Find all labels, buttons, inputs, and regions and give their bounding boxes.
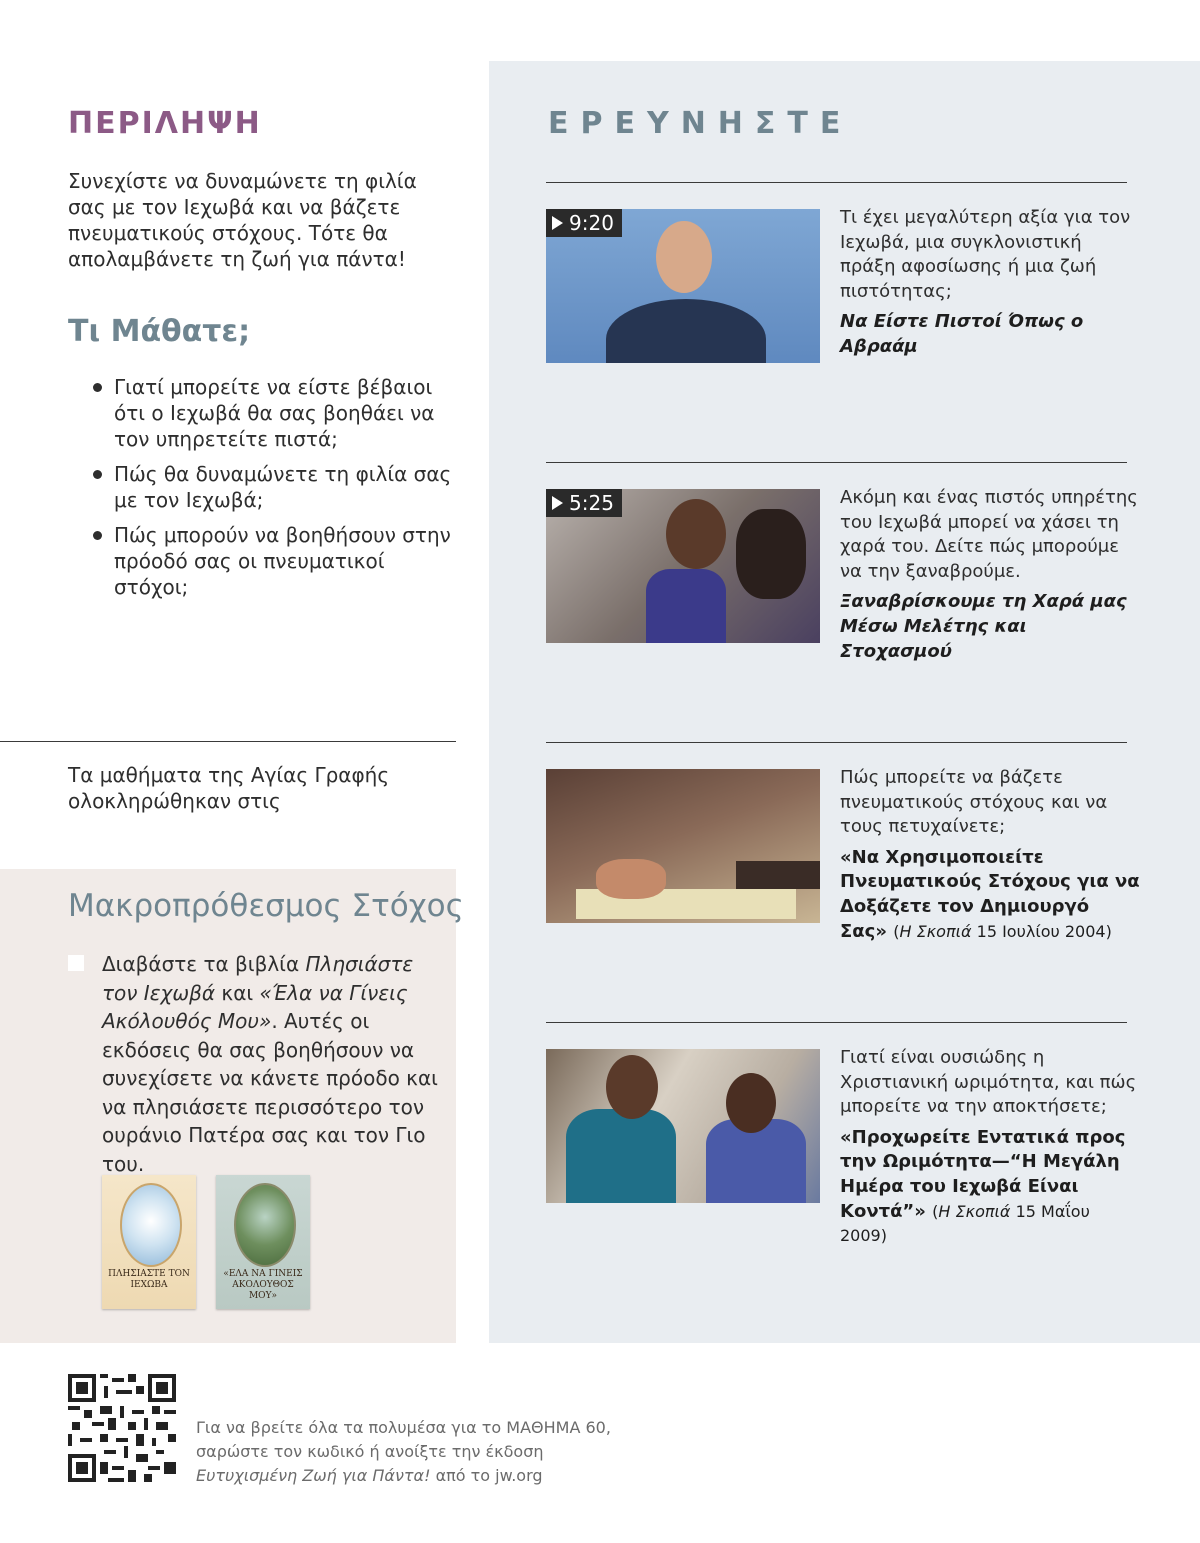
explore-title[interactable]: Ξαναβρίσκουμε τη Χαρά μας Μέσω Μελέτης και Στοχασμού [840,591,1127,662]
summary-heading: ΠΕΡΙΛΗΨΗ [68,106,262,141]
explore-heading: ΕΡΕΥΝΗΣΤΕ [548,106,853,141]
footer-line: από το jw.org [430,1466,543,1485]
person-figure [646,569,726,643]
explore-item [840,486,1140,664]
speaker-head [656,221,712,293]
divider [546,462,1127,463]
goal-text-mid: και [215,980,260,1005]
source-date: 15 Ιουλίου 2004 [976,921,1106,941]
article-image [546,1049,820,1203]
explore-question: Πώς μπορείτε να βάζετε πνευματικούς στόχους και να τους πετυχαίνετε; [840,767,1108,838]
explore-item [840,1046,1140,1249]
explore-item [840,206,1140,360]
qr-code-icon[interactable] [68,1374,176,1482]
explore-source: (Η Σκοπιά 15 Ιουλίου 2004) [893,921,1112,941]
person-head [606,1055,658,1119]
goal-text [102,950,442,1178]
footer-publication: Ευτυχισμένη Ζωή για Πάντα! [196,1466,431,1485]
explore-question: Ακόμη και ένας πιστός υπηρέτης του Ιεχωβά μπορεί να χάσει τη χαρά του. Δείτε πώς μπορούμε να την ξαναβρούμε. [840,487,1138,582]
book-cover-follow-me[interactable] [216,1175,310,1309]
goal-text-suffix: . Αυτές οι εκδόσεις θα σας βοηθήσουν να συνεχίσετε να κάνετε πρόοδο και να πλησιάσετε περισσότερο τον ουράνιο Πατέρα σας και τον Γιο του. [102,1009,438,1176]
goal-text-prefix: Διαβάστε τα βιβλία [102,952,306,976]
explore-title[interactable]: «Προχωρείτε Εντατικά προς την Ωριμότητα—“Η Μεγάλη Ημέρα του Ιεχωβά Είναι Κοντά”» [840,1126,1126,1222]
explore-item [840,766,1140,944]
duration-text: 9:20 [569,211,614,235]
book-cover-art [234,1183,296,1267]
explore-question: Γιατί είναι ουσιώδης η Χριστιανική ωριμότητα, και πώς μπορείτε να την αποκτήσετε; [840,1047,1137,1118]
explore-title[interactable]: «Να Χρησιμοποιείτε Πνευματικούς Στόχους για να Δοξάζετε τον Δημιουργό Σας» [840,846,1140,942]
book [736,861,820,889]
person-head [726,1073,776,1133]
book2-link[interactable]: «Έλα να Γίνεις Ακόλουθός Μου» [102,980,408,1033]
speaker-figure [606,299,766,363]
explore-title-link[interactable] [840,846,1140,944]
video-thumbnail[interactable] [546,209,820,363]
footer-line: σαρώστε τον κωδικό ή ανοίξτε την έκδοση [196,1442,544,1461]
video-duration [546,209,622,237]
explore-title-link[interactable] [840,310,1140,359]
source-date: 15 Μαΐου 2009 [840,1201,1090,1246]
hand [596,859,666,899]
video-thumbnail[interactable] [546,489,820,643]
duration-text: 5:25 [569,491,614,515]
person-figure [666,499,726,569]
explore-source: (Η Σκοπιά 15 Μαΐου 2009) [840,1201,1090,1246]
footer-text [196,1416,636,1488]
source-publication: Η Σκοπιά [899,921,972,941]
divider [546,182,1127,183]
footer-line: Για να βρείτε όλα τα πολυμέσα για το ΜΑΘΗΜΑ 60, [196,1418,611,1437]
divider [546,742,1127,743]
goal-checkbox[interactable] [68,955,84,971]
completed-date-label: Τα μαθήματα της Αγίας Γραφής ολοκληρώθηκαν στις [68,763,390,813]
explore-title[interactable]: Να Είστε Πιστοί Όπως ο Αβραάμ [840,311,1084,357]
video-duration [546,489,622,517]
person-figure [736,509,806,599]
goal-heading: Μακροπρόθεσμος Στόχος [68,888,464,924]
explore-title-link[interactable] [840,1126,1140,1249]
learned-item: Πώς μπορούν να βοηθήσουν στην πρόοδό σας οι πνευματικοί στόχοι; [90,522,460,600]
summary-text: Συνεχίστε να δυναμώνετε τη φιλία σας με τον Ιεχωβά και να βάζετε πνευματικούς στόχους. Τότε θα απολαμβάνετε τη ζωή για πάντα! [68,169,417,271]
learned-item: Γιατί μπορείτε να είστε βέβαιοι ότι ο Ιεχωβά θα σας βοηθάει να τον υπηρετείτε πιστά; [90,374,460,452]
book-cover-art [120,1183,182,1267]
learned-list [90,374,460,609]
play-icon [552,216,563,230]
article-image [546,769,820,923]
explore-title-link[interactable] [840,590,1140,664]
person-figure [566,1109,676,1203]
book1-link[interactable]: Πλησιάστε τον Ιεχωβά [102,952,414,1005]
explore-question: Τι έχει μεγαλύτερη αξία για τον Ιεχωβά, μια συγκλονιστική πράξη αφοσίωσης ή μια ζωή πιστότητας; [840,207,1131,302]
book-cover-title: «ΕΛΑ ΝΑ ΓΙΝΕΙΣ ΑΚΟΛΟΥΘΟΣ ΜΟΥ» [223,1269,303,1301]
source-publication: Η Σκοπιά [938,1201,1011,1221]
divider [546,1022,1127,1023]
play-icon [552,496,563,510]
book-cover-draw-close[interactable] [102,1175,196,1309]
divider [0,741,456,742]
book-cover-title: ΠΛΗΣΙΑΣΤΕ ΤΟΝ ΙΕΧΩΒΑ [108,1269,190,1290]
learned-item: Πώς θα δυναμώνετε τη φιλία σας με τον Ιεχωβά; [90,461,460,513]
learned-heading: Τι Μάθατε; [68,314,251,349]
